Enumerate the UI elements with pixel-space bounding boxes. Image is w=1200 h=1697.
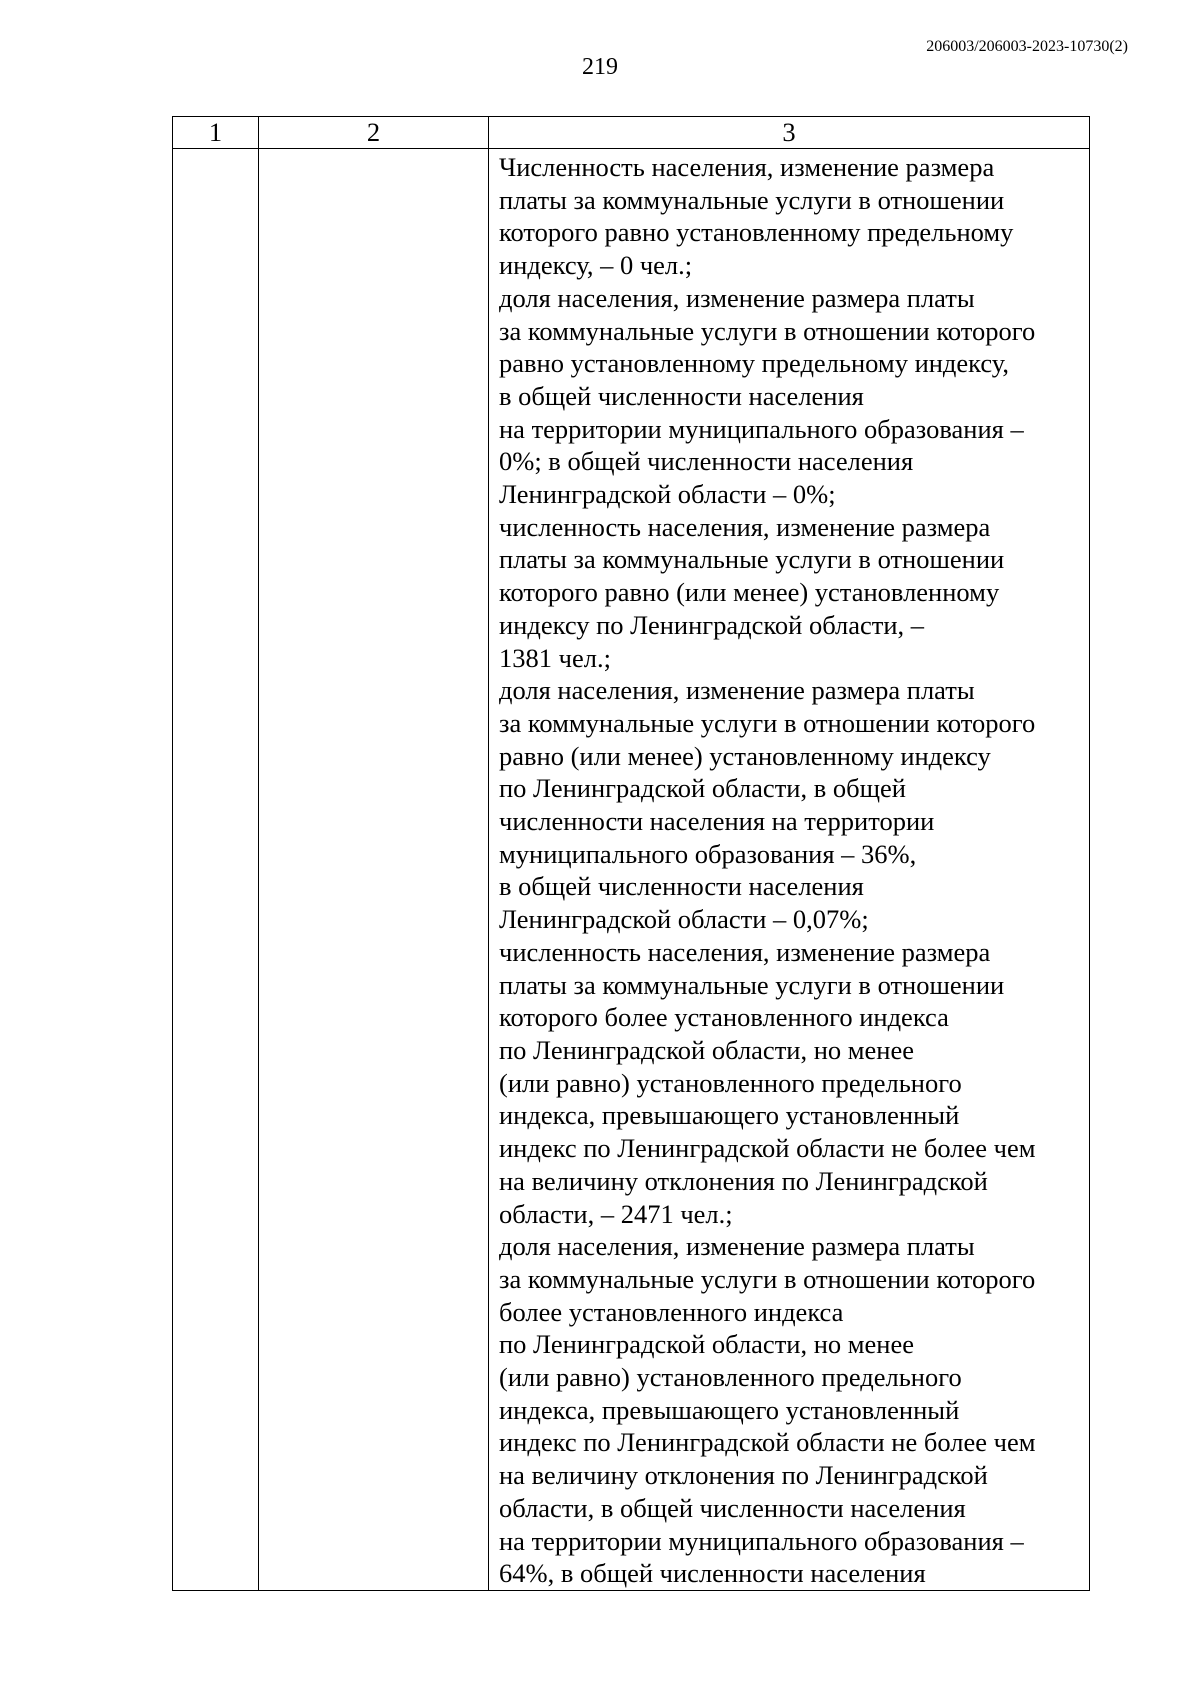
text-line: равно (или менее) установленному индексу xyxy=(499,740,991,771)
text-line: индекса, превышающего установленный xyxy=(499,1394,960,1425)
text-line: которого равно установленному предельному xyxy=(499,217,1014,248)
table-cell-col2 xyxy=(259,149,489,1591)
text-line: индексу, – 0 чел.; xyxy=(499,250,693,281)
column-header-3: 3 xyxy=(489,117,1090,149)
text-line: индекс по Ленинградской области не более чем xyxy=(499,1427,1036,1458)
text-line: индекс по Ленинградской области не более чем xyxy=(499,1133,1036,1164)
text-line: по Ленинградской области, в общей xyxy=(499,773,906,804)
text-line: области, в общей численности населения xyxy=(499,1492,966,1523)
text-line: доля населения, изменение размера платы xyxy=(499,675,975,706)
text-line: которого равно (или менее) установленному xyxy=(499,577,1000,608)
text-line: численность населения, изменение размера xyxy=(499,511,991,542)
column-header-1: 1 xyxy=(173,117,259,149)
text-line: платы за коммунальные услуги в отношении xyxy=(499,544,1005,575)
text-line: численности населения на территории xyxy=(499,806,935,837)
table-cell-col3 xyxy=(489,149,1090,1591)
page-number: 219 xyxy=(582,54,618,80)
table-header-row xyxy=(173,117,1090,149)
column-header-2: 2 xyxy=(259,117,489,149)
text-line: 0%; в общей численности населения xyxy=(499,446,914,477)
text-line: индексу по Ленинградской области, – xyxy=(499,609,925,640)
table-cell-col1 xyxy=(173,149,259,1591)
text-line: (или равно) установленного предельного xyxy=(499,1067,962,1098)
text-line: на величину отклонения по Ленинградской xyxy=(499,1165,988,1196)
cell-text-block xyxy=(489,149,1089,1590)
text-line: за коммунальные услуги в отношении которого xyxy=(499,1263,1036,1294)
text-line: муниципального образования – 36%, xyxy=(499,838,917,869)
text-line: более установленного индекса xyxy=(499,1296,844,1327)
text-line: платы за коммунальные услуги в отношении xyxy=(499,184,1005,215)
text-line: Численность населения, изменение размера xyxy=(499,152,995,182)
text-line: по Ленинградской области, но менее xyxy=(499,1034,914,1065)
text-line: за коммунальные услуги в отношении которого xyxy=(499,707,1036,738)
text-line: Ленинградской области – 0%; xyxy=(499,479,836,510)
text-line: доля населения, изменение размера платы xyxy=(499,282,975,313)
table-row xyxy=(173,149,1090,1591)
text-line: численность населения, изменение размера xyxy=(499,936,991,967)
text-line: которого более установленного индекса xyxy=(499,1002,949,1033)
text-line: платы за коммунальные услуги в отношении xyxy=(499,969,1005,1000)
main-table xyxy=(172,116,1090,1591)
text-line: по Ленинградской области, но менее xyxy=(499,1329,914,1360)
text-line: Ленинградской области – 0,07%; xyxy=(499,904,869,935)
text-line: (или равно) установленного предельного xyxy=(499,1362,962,1393)
text-line: доля населения, изменение размера платы xyxy=(499,1231,975,1262)
text-line: 64%, в общей численности населения xyxy=(499,1558,926,1589)
text-line: в общей численности населения xyxy=(499,871,864,902)
text-line: равно установленному предельному индексу, xyxy=(499,348,1010,379)
text-line: на величину отклонения по Ленинградской xyxy=(499,1460,988,1491)
text-line: за коммунальные услуги в отношении которого xyxy=(499,315,1036,346)
text-line: на территории муниципального образования – xyxy=(499,413,1024,444)
document-id: 206003/206003-2023-10730(2) xyxy=(926,38,1128,55)
text-line: 1381 чел.; xyxy=(499,642,611,673)
text-line: на территории муниципального образования – xyxy=(499,1525,1024,1556)
text-line: области, – 2471 чел.; xyxy=(499,1198,733,1229)
text-line: в общей численности населения xyxy=(499,380,864,411)
text-line: индекса, превышающего установленный xyxy=(499,1100,960,1131)
